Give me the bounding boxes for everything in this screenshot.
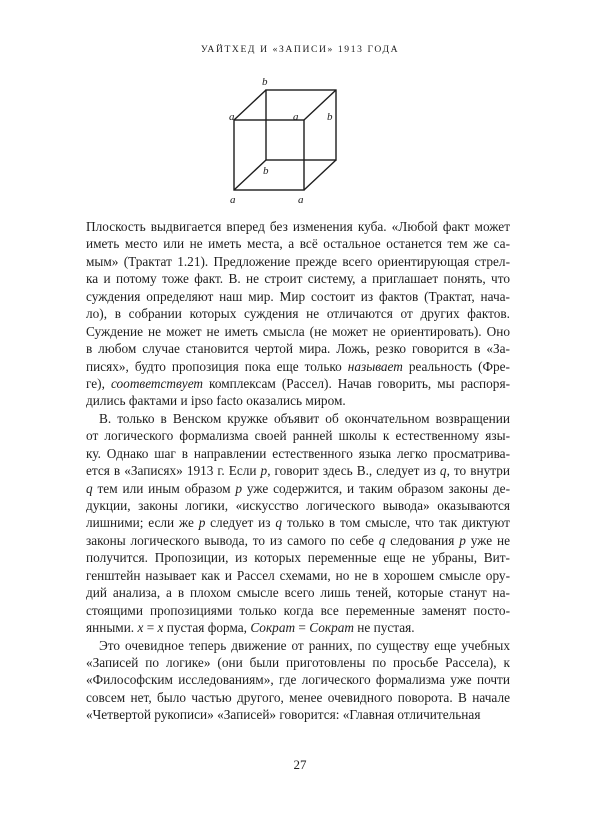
vertex-label: a [293,111,299,123]
text-line [86,532,510,549]
text-line [86,654,510,671]
text-line [86,340,510,357]
italic-run: называет [347,358,403,374]
vertex-label: b [327,111,333,123]
italic-run: q [86,480,93,496]
body-text [86,218,510,724]
text-run: совсем нет, было частью другого, менее очевидного поворота. В начале [86,689,510,705]
text-run: тем или иным образом [92,480,236,496]
text-run: в любом случае становится чертой мира. Ложь, резко говорится в «За- [86,341,510,357]
text-run: от логического формализма своей ранней школы к естественному язы- [86,428,510,444]
italic-run: p [459,532,466,548]
italic-run: p [260,463,268,479]
text-run: получится. Пропозиции, из которых переменные еще не убраны, Вит- [86,550,510,566]
text-run: ка и потому тоже факт. В. не строит систему, а приглашает понять, что [86,271,510,287]
italic-run: q [275,515,283,531]
text-run: Это очевидное теперь движение от ранних, по существу еще учебных [99,637,510,653]
cube-edge [234,90,266,120]
text-run: следования [385,532,460,548]
text-run: дились фактами и ipso facto оказались миром. [86,393,346,409]
text-line [86,497,510,514]
italic-run: q [439,463,447,479]
running-head: УАЙТХЕД И «ЗАПИСИ» 1913 ГОДА [200,44,400,55]
paragraph [86,218,510,410]
text-line [86,462,510,479]
text-line [86,584,510,601]
text-run: В. только в Венском кружке объявит об окончательном возвращении [99,410,510,426]
text-run: Суждение не может не иметь смысла (не может не ориентировать). Оно [86,323,510,339]
text-line [86,514,510,531]
cube-diagram [222,76,342,208]
text-run: мым» (Трактат 1.21). Предложение прежде всего ориентирующая стрел- [86,253,510,269]
italic-run: Сократ [309,620,354,636]
vertex-label: b [262,76,268,88]
text-run: = [143,620,158,636]
text-run: ется в «Записях» 1913 г. Если [86,463,261,479]
text-line [86,480,510,497]
text-run: «Записей по логике» (они были приготовлены по просьбе Рассела), к [86,654,510,670]
text-line [86,567,510,584]
text-run: «Философским исследованиям», где логического формализма уже почти [86,672,510,688]
text-line [86,427,510,444]
text-run: , то внутри [446,463,510,479]
vertex-label: a [229,111,235,123]
text-run: ку. Однако шаг в направлении естественного языка легко просматрива- [86,445,510,461]
italic-run: соответствует [110,375,204,391]
text-line [86,218,510,235]
text-run: законы логического вывода, то из самого по себе [86,532,379,548]
paragraph [86,637,510,724]
text-line [86,375,510,392]
vertex-label: b [263,165,269,177]
text-line [86,602,510,619]
text-run: уже не [465,532,510,548]
text-run: пустая форма, [163,620,251,636]
text-line [86,671,510,688]
text-line [86,689,510,706]
cube-edge [234,160,266,190]
text-line [86,637,510,654]
text-run: стоящими пропозициями только когда все переменные заменят посто- [86,602,510,618]
vertex-label: a [230,194,236,206]
text-run: следует из [205,515,276,531]
text-line [86,358,510,375]
text-line [86,235,510,252]
text-line [86,323,510,340]
text-run: ло), в собрании которых суждения не отличаются от других фактов. [86,306,510,322]
text-line [86,619,510,636]
text-line [86,305,510,322]
text-run: суждения определяют наш мир. Мир состоит из фактов (Трактат, нача- [86,288,510,304]
text-run: писях», будто пропозиция пока еще только [86,358,348,374]
text-line [86,549,510,566]
text-run: комплексам (Рассел). Начав говорить, мы распоря- [203,375,510,391]
text-run: генштейн называет как и Рассел схемами, но не в хорошем смысле ору- [86,567,510,583]
italic-run: p [198,515,206,531]
page-number: 27 [293,757,307,772]
italic-run: x [157,620,164,636]
text-run: = [295,620,310,636]
text-line [86,270,510,287]
text-run: не пустая. [353,620,415,636]
text-line [86,288,510,305]
text-run: реальность (Фре- [402,358,510,374]
text-line [86,392,510,409]
text-run: дий анализа, а в плохом смысле всего лишь теней, которые станут на- [86,585,510,601]
cube-edge [304,160,336,190]
text-line [86,253,510,270]
italic-run: Сократ [250,620,296,636]
italic-run: x [137,620,144,636]
italic-run: q [378,532,386,548]
text-run: дукции, законы логики, «искусство логического вывода» оказываются [86,498,510,513]
paragraph [86,410,510,637]
italic-run: p [235,480,243,496]
text-line [86,410,510,427]
text-line [86,706,510,723]
text-run: уже содержится, и таким образом законы де- [242,480,510,496]
cube-figure [222,76,333,208]
text-run: лишними; если же [86,515,199,531]
text-run: Плоскость выдвигается вперед без изменения куба. «Любой факт может [86,219,510,234]
text-run: иметь место или не иметь места, а всё остальное останется тем же са- [86,236,510,252]
text-run: только в том смысле, что так диктуют [282,515,510,531]
text-run: ге), [86,375,111,391]
vertex-label: a [298,194,304,206]
text-run: «Четвертой рукописи» «Записей» говорится: «Главная отличительная [86,707,481,723]
text-line [86,445,510,462]
text-run: янными. [86,620,138,636]
text-run: , говорит здесь В., следует из [267,463,440,479]
